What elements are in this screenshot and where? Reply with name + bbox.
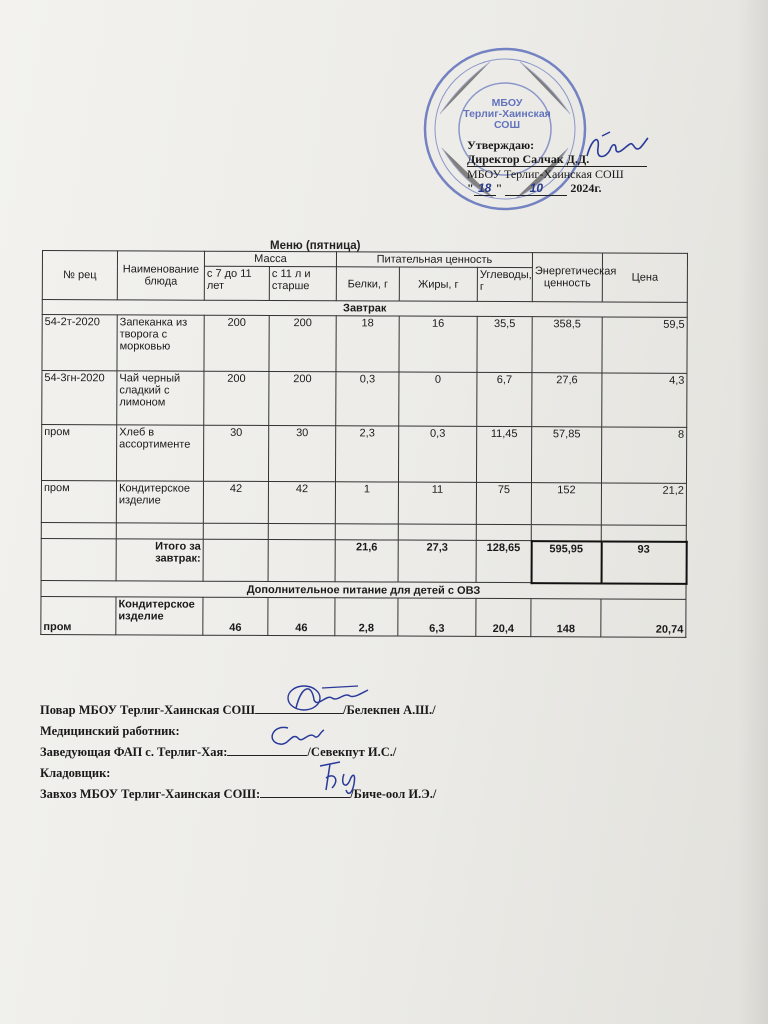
fap-signature xyxy=(258,722,328,752)
approval-heading: Утверждаю: xyxy=(467,138,535,152)
menu-title: Меню (пятница) xyxy=(270,240,361,252)
cell-price: 20,74 xyxy=(601,599,686,637)
table-row xyxy=(42,315,687,374)
header-energy: Энергетическая ценность xyxy=(532,253,602,302)
date-day: 18 xyxy=(474,181,496,196)
supply-line xyxy=(40,784,436,805)
header-price: Цена xyxy=(602,253,687,302)
cook-label: Повар МБОУ Терлиг-Хаинская СОШ xyxy=(40,703,255,717)
cell-mass-1: 42 xyxy=(203,481,268,523)
cell-carbs: 35,5 xyxy=(477,316,532,372)
date-year: 2024г. xyxy=(570,181,602,195)
cell-energy: 148 xyxy=(531,599,601,637)
cell-energy: 358,5 xyxy=(532,317,602,373)
cell-carbs: 11,45 xyxy=(476,426,531,482)
total-label: Итого за завтрак: xyxy=(116,539,203,581)
cell-protein: 2,3 xyxy=(335,426,398,482)
total-price: 93 xyxy=(601,541,686,583)
cell-carbs: 6,7 xyxy=(477,372,532,426)
menu-table xyxy=(40,250,688,638)
cell-price: 4,3 xyxy=(602,373,687,427)
breakfast-section: Завтрак xyxy=(42,300,687,318)
fap-line xyxy=(40,742,436,763)
page-shadow xyxy=(738,0,768,1024)
cook-name: /Белекпен А.Ш./ xyxy=(343,703,436,717)
cell-protein: 18 xyxy=(336,316,399,372)
cell-rec: пром xyxy=(41,425,116,481)
header-carbs: Углеводы, г xyxy=(477,267,532,301)
header-mass: Масса xyxy=(204,251,336,267)
cell-mass-1: 200 xyxy=(204,371,269,425)
table-row xyxy=(41,425,686,484)
date-month: 10 xyxy=(505,181,567,196)
total-protein: 21,6 xyxy=(335,540,398,582)
cell-energy: 152 xyxy=(531,483,601,525)
storekeeper-label: Кладовщик: xyxy=(40,766,111,780)
cell-protein: 1 xyxy=(335,482,398,524)
cell-fat: 6,3 xyxy=(398,598,476,636)
fap-label: Заведующая ФАП с. Терлиг-Хая: xyxy=(40,745,228,759)
cell-price: 21,2 xyxy=(601,483,686,525)
approval-date: " 18 " 10 2024г. xyxy=(467,181,602,195)
header-fat: Жиры, г xyxy=(399,267,477,301)
cell-carbs: 20,4 xyxy=(476,598,531,636)
total-fat: 27,3 xyxy=(398,540,476,582)
header-mass-7-11: с 7 до 11 лет xyxy=(204,266,269,300)
cell-fat: 16 xyxy=(399,316,477,372)
table-row xyxy=(42,371,687,428)
cell-protein: 2,8 xyxy=(335,598,398,636)
header-name: Наименование блюда xyxy=(117,251,204,300)
approval-school: МБОУ Терлиг-Хаинская СОШ xyxy=(467,167,624,181)
cell-mass-1: 30 xyxy=(203,425,268,481)
cell-name: Чай черный сладкий с лимоном xyxy=(117,371,204,425)
supply-label: Завхоз МБОУ Терлиг-Хаинская СОШ: xyxy=(40,787,261,801)
cell-rec: пром xyxy=(41,481,116,523)
cell-rec: 54-2т-2020 xyxy=(42,315,117,371)
cell-name: Кондитерское изделие xyxy=(116,597,203,635)
cell-mass-2: 200 xyxy=(269,315,336,371)
director-signature xyxy=(582,128,652,168)
cell-mass-1: 200 xyxy=(204,315,269,371)
cell-name: Запеканка из творога с морковью xyxy=(117,315,204,371)
stamp-line: МБОУ xyxy=(491,97,523,109)
cell-carbs: 75 xyxy=(476,482,531,524)
stamp-line: СОШ xyxy=(493,119,521,131)
total-energy: 595,95 xyxy=(531,541,601,583)
cell-mass-2: 200 xyxy=(269,371,336,425)
cell-mass-2: 46 xyxy=(268,597,335,635)
header-mass-11-plus: с 11 л и старше xyxy=(269,266,336,300)
cell-energy: 27,6 xyxy=(532,373,602,427)
cell-rec: 54-3гн-2020 xyxy=(42,371,117,425)
cell-fat: 11 xyxy=(398,482,476,524)
total-row xyxy=(41,538,686,583)
header-nutrition: Питательная ценность xyxy=(336,252,532,268)
table-row xyxy=(41,596,686,637)
header-protein: Белки, г xyxy=(336,267,399,301)
signatures-block xyxy=(40,700,436,805)
table-row xyxy=(41,481,686,526)
cell-protein: 0,3 xyxy=(336,372,399,426)
cell-price: 8 xyxy=(601,427,686,483)
cell-fat: 0,3 xyxy=(398,426,476,482)
cell-mass-2: 30 xyxy=(268,425,335,481)
stamp-text xyxy=(452,98,562,131)
supply-signature xyxy=(310,758,370,798)
cell-price: 59,5 xyxy=(602,317,687,373)
header-rec: № рец xyxy=(42,251,117,300)
cook-signature xyxy=(282,678,372,718)
cell-mass-1: 46 xyxy=(203,597,268,635)
total-carbs: 128,65 xyxy=(476,540,531,582)
cell-energy: 57,85 xyxy=(531,427,601,483)
cell-name: Хлеб в ассортименте xyxy=(116,425,203,481)
approval-director: Директор Салчак Д.Д. xyxy=(467,152,647,167)
medic-label: Медицинский работник: xyxy=(40,724,180,738)
supply-name: /Биче-оол И.Э./ xyxy=(350,787,437,801)
fap-name: /Севекпут И.С./ xyxy=(307,745,397,759)
cell-mass-2: 42 xyxy=(268,481,335,523)
cell-name: Кондитерское изделие xyxy=(116,481,203,523)
cook-line xyxy=(40,700,436,721)
cell-rec: пром xyxy=(41,596,116,634)
extra-section: Дополнительное питание для детей с ОВЗ xyxy=(41,580,686,599)
stamp-line: Терлиг-Хаинская xyxy=(463,108,551,120)
cell-fat: 0 xyxy=(399,372,477,426)
